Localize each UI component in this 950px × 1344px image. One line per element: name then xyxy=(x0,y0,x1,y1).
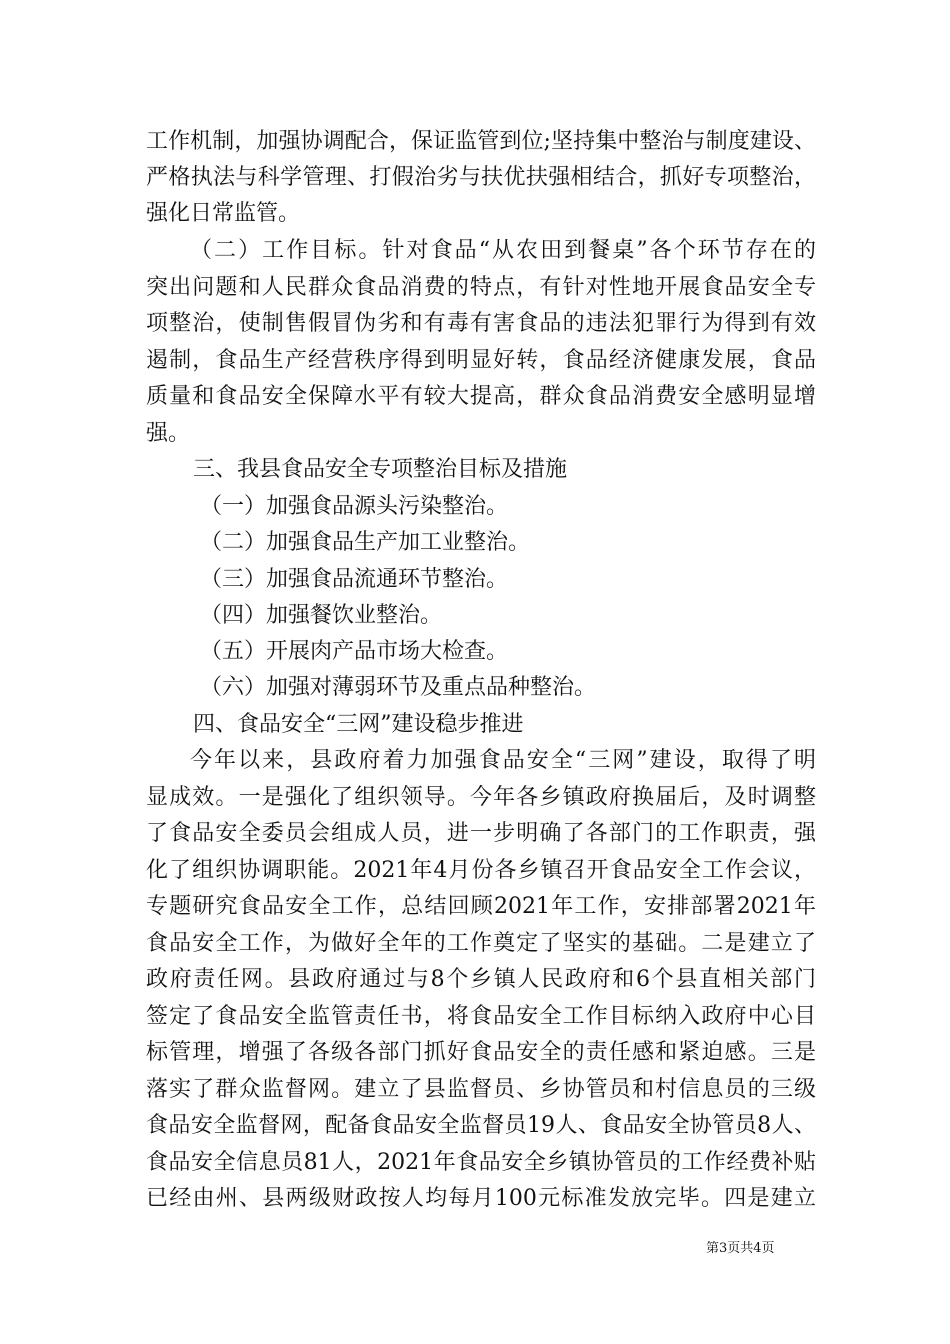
body-text-line: 签定了食品安全监管责任书，将食品安全工作目标纳入政府中心目 xyxy=(146,1004,816,1029)
body-text-line: 食品安全监督网，配备食品安全监督员19人、食品安全协管员8人、 xyxy=(146,1113,816,1138)
section-heading-3: 三、我县食品安全专项整治目标及措施 xyxy=(193,457,568,482)
body-text-line: 突出问题和人民群众食品消费的特点，有针对性地开展食品安全专 xyxy=(146,275,816,300)
body-text-line: 已经由州、县两级财政按人均每月100元标准发放完毕。四是建立 xyxy=(146,1186,816,1211)
body-text-line: 了食品安全委员会组成人员，进一步明确了各部门的工作职责，强 xyxy=(146,821,816,846)
section-heading-goal: （二）工作目标。针对食品“从农田到餐桌”各个环节存在的 xyxy=(190,238,816,263)
section-heading-4: 四、食品安全“三网”建设稳步推进 xyxy=(193,712,524,737)
list-item: （四）加强餐饮业整治。 xyxy=(200,603,443,628)
body-text-line: 专题研究食品安全工作，总结回顾2021年工作，安排部署2021年 xyxy=(146,894,816,919)
body-text-line: 标管理，增强了各级各部门抓好食品安全的责任感和紧迫感。三是 xyxy=(146,1040,816,1065)
list-item: （二）加强食品生产加工业整治。 xyxy=(200,530,531,555)
body-text-line: 政府责任网。县政府通过与8个乡镇人民政府和6个县直相关部门 xyxy=(146,967,816,992)
page-number: 第3页共4页 xyxy=(706,1241,775,1256)
body-text-line: 食品安全工作，为做好全年的工作奠定了坚实的基础。二是建立了 xyxy=(146,931,816,956)
body-text-line: 落实了群众监督网。建立了县监督员、乡协管员和村信息员的三级 xyxy=(146,1077,816,1102)
body-text-line: 化了组织协调职能。2021年4月份各乡镇召开食品安全工作会议， xyxy=(146,858,816,883)
body-text-line: 今年以来，县政府着力加强食品安全“三网”建设，取得了明 xyxy=(190,748,816,773)
list-item: （三）加强食品流通环节整治。 xyxy=(200,567,509,592)
body-text-line: 项整治，使制售假冒伪劣和有毒有害食品的违法犯罪行为得到有效 xyxy=(146,311,816,336)
body-text-line: 工作机制，加强协调配合，保证监管到位;坚持集中整治与制度建设、 xyxy=(146,129,816,154)
body-text-line: 食品安全信息员81人，2021年食品安全乡镇协管员的工作经费补贴 xyxy=(146,1150,817,1175)
list-item: （五）开展肉产品市场大检查。 xyxy=(200,639,509,664)
list-item: （六）加强对薄弱环节及重点品种整治。 xyxy=(200,675,597,700)
body-text-line: 强化日常监管。 xyxy=(146,201,301,226)
body-text-line: 质量和食品安全保障水平有较大提高，群众食品消费安全感明显增 xyxy=(146,384,816,409)
list-item: （一）加强食品源头污染整治。 xyxy=(200,494,509,519)
body-text-line: 强。 xyxy=(146,421,191,446)
body-text-line: 严格执法与科学管理、打假治劣与扶优扶强相结合，抓好专项整治， xyxy=(146,165,816,190)
body-text-line: 遏制，食品生产经营秩序得到明显好转，食品经济健康发展，食品 xyxy=(146,348,816,373)
body-text-line: 显成效。一是强化了组织领导。今年各乡镇政府换届后，及时调整 xyxy=(146,785,816,810)
